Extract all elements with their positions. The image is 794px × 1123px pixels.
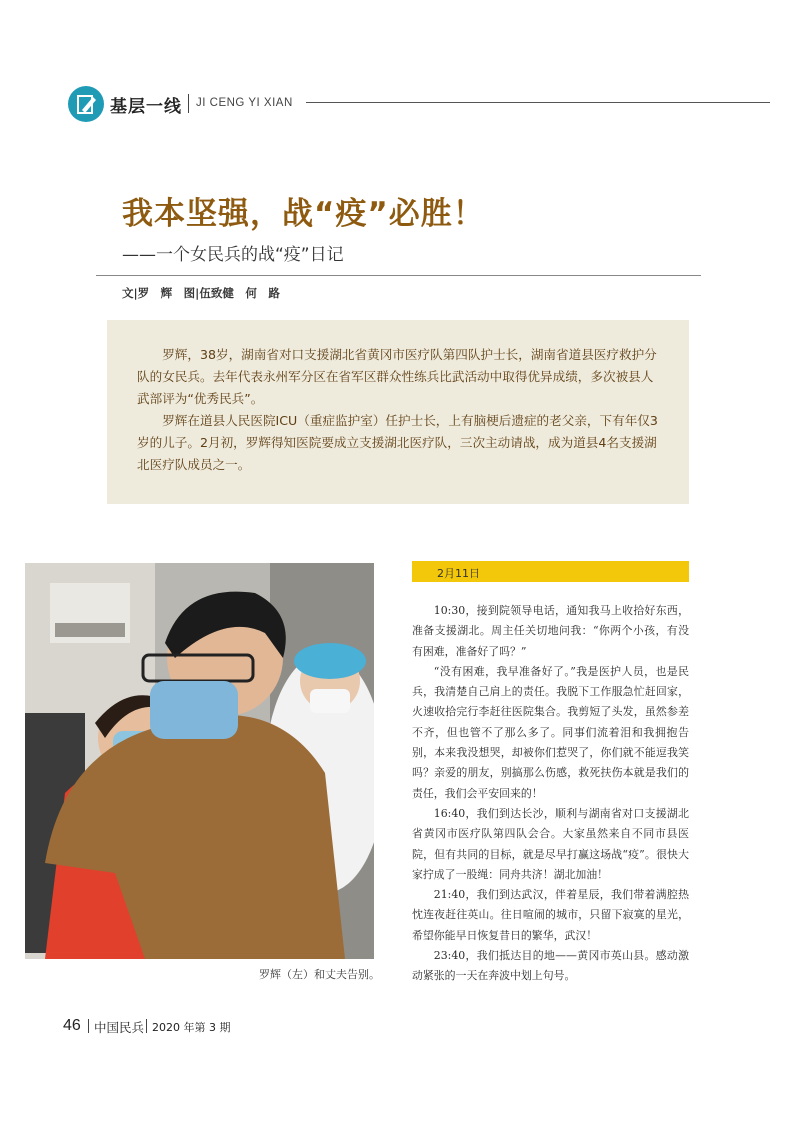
article-subtitle: ——一个女民兵的战“疫”日记 (122, 245, 344, 265)
page-number: 46 (63, 1017, 81, 1034)
header-rule (306, 102, 770, 103)
diary-text (412, 601, 689, 987)
issue-label: 2020 年第 3 期 (152, 1021, 231, 1034)
section-title: 基层一线 (110, 97, 182, 117)
header-divider (188, 94, 189, 113)
diary-paragraph: 10:30，接到院领导电话，通知我马上收拾好东西，准备支援湖北。周主任关切地问我：“你两个小孩，有没有困难，准备好了吗？” (412, 604, 689, 658)
intro-paragraph: 罗辉在道县人民医院ICU（重症监护室）任护士长，上有脑梗后遗症的老父亲，下有年仅3岁的儿子。2月初，罗辉得知医院要成立支援湖北医疗队，三次主动请战，成为道县4名支援湖北医疗队成员之一。 (137, 413, 658, 472)
diary-date: 2月11日 (437, 567, 480, 580)
byline: 文|罗 辉 图|伍致健 何 路 (122, 286, 280, 300)
intro-paragraph: 罗辉，38岁，湖南省对口支援湖北省黄冈市医疗队第四队护士长，湖南省道县医疗救护分队的女民兵。去年代表永州军分区在省军区群众性练兵比武活动中取得优异成绩，多次被县人武部评为“优秀民兵”。 (137, 347, 657, 406)
diary-paragraph: 23:40，我们抵达目的地——黄冈市英山县。感动激动紧张的一天在奔波中划上句号。 (412, 949, 689, 983)
footer-divider (88, 1019, 89, 1033)
footer-divider (146, 1019, 147, 1033)
section-title-pinyin: JI CENG YI XIAN (196, 97, 293, 109)
diary-paragraph: 21:40，我们到达武汉，伴着星辰，我们带着满腔热忱连夜赶往英山。往日喧闹的城市，只留下寂寞的星光，希望你能早日恢复昔日的繁华，武汉！ (412, 888, 689, 942)
photo-caption: 罗辉（左）和丈夫告别。 (259, 968, 380, 981)
diary-paragraph: 16:40，我们到达长沙，顺利与湖南省对口支援湖北省黄冈市医疗队第四队会合。大家虽然来自不同市县医院，但有共同的目标，就是尽早打赢这场战“疫”。很快大家拧成了一股绳：同舟共济！湖北加油！ (412, 806, 689, 881)
article-photo (25, 563, 374, 959)
pencil-icon (68, 86, 104, 122)
magazine-name: 中国民兵 (94, 1020, 145, 1035)
article-title: 我本坚强，战“疫”必胜！ (122, 196, 485, 232)
diary-paragraph: “没有困难，我早准备好了。”我是医护人员，也是民兵，我清楚自己肩上的责任。我脱下工作服急忙赶回家，火速收拾完行李赶往医院集合。我剪短了头发，虽然参差不齐，但也管不了那么多了。同事们流着泪和我拥抱告别，本来我没想哭，却被你们惹哭了，你们就不能逗我笑吗？亲爱的朋友，别搞那么伤感，救死扶伤本就是我们的责任，我们会平安回来的！ (412, 664, 689, 800)
title-rule (96, 275, 701, 276)
intro-box (107, 320, 689, 504)
